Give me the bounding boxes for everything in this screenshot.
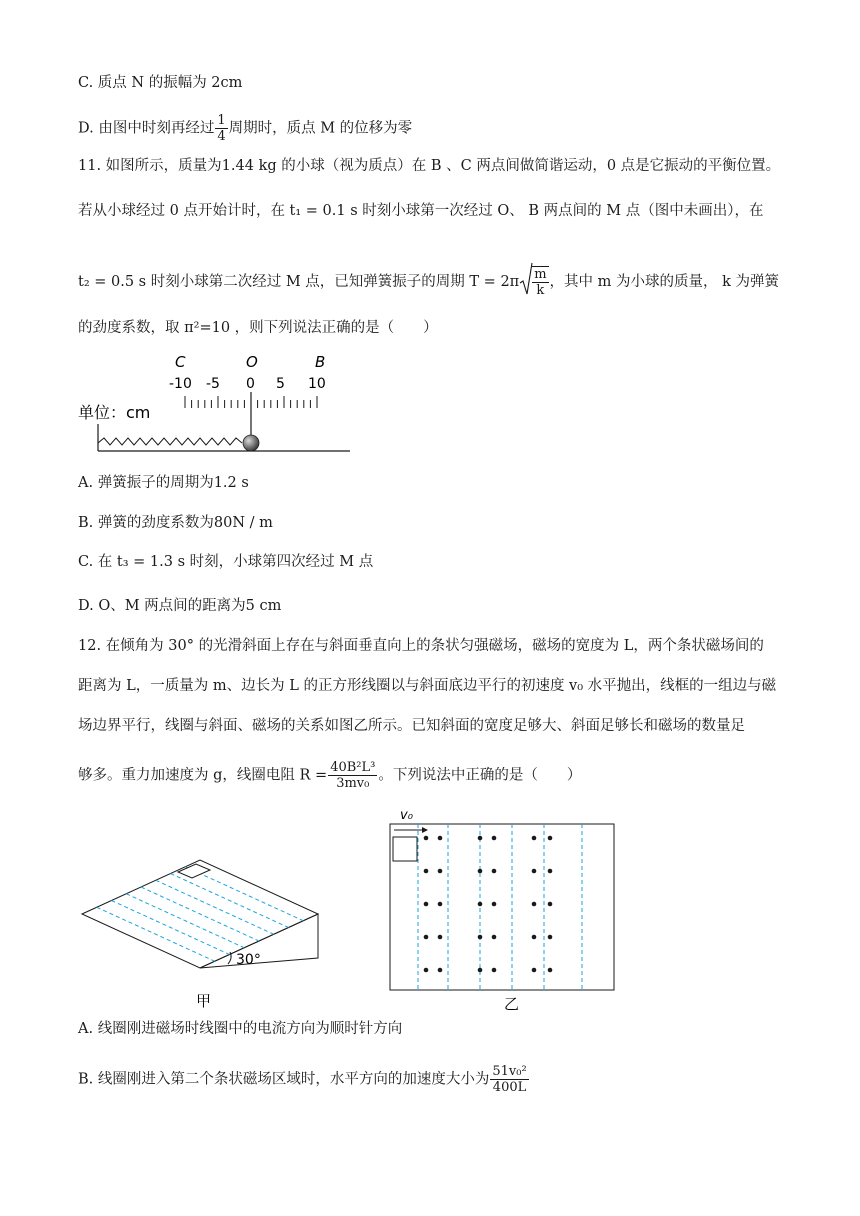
figure-jia-incline (78, 838, 328, 1013)
sqrt-symbol (519, 261, 533, 303)
field-dot (532, 968, 537, 973)
figure-yi-topview (388, 806, 618, 1011)
field-dot (532, 902, 537, 907)
option-d-prev-pre: D. 由图中时刻再经过 (78, 120, 215, 137)
acceleration-fraction (490, 1064, 528, 1095)
q11-option-c: C. 在 t₃ = 1.3 s 时刻，小球第四次经过 M 点 (78, 554, 374, 570)
field-dot (424, 869, 429, 874)
unit-label: 单位：cm (78, 403, 151, 422)
field-dot (492, 902, 497, 907)
q12-option-b-pre: B. 线圈刚进入第二个条状磁场区域时，水平方向的加速度大小为 (78, 1071, 490, 1088)
q12-line1: 12. 在倾角为 30° 的光滑斜面上存在与斜面垂直向上的条状匀强磁场，磁场的宽度为 L，两个条状磁场间的 (78, 638, 764, 654)
q11-line3-post: ，其中 m 为小球的质量， k 为弹簧 (549, 274, 780, 290)
q11-option-a: A. 弹簧振子的周期为1.2 s (78, 475, 249, 491)
field-dot (532, 935, 537, 940)
field-dot (492, 869, 497, 874)
q12-option-b (78, 1064, 530, 1095)
field-dot (548, 902, 553, 907)
velocity-label: v₀ (400, 808, 413, 823)
option-c-prev: C. 质点 N 的振幅为 2cm (78, 75, 243, 91)
q12-line2: 距离为 L，一质量为 m、边长为 L 的正方形线圈以与斜面底边平行的初速度 v₀ 水平抛出，线框的一组边与磁 (78, 678, 777, 694)
q11-line4: 的劲度系数，取 π²=10 ，则下列说法正确的是（ ） (78, 320, 438, 336)
field-dot (478, 902, 483, 907)
sqrt-num: m (534, 267, 547, 282)
q11-option-b: B. 弹簧的劲度系数为80N / m (78, 515, 273, 531)
option-d-prev-post: 周期时，质点 M 的位移为零 (228, 120, 413, 137)
caption-jia: 甲 (196, 992, 212, 1010)
q11-line3 (78, 261, 779, 303)
q12-line4-pre: 够多。重力加速度为 g，线圈电阻 R = (78, 767, 328, 784)
quarter-num: 1 (217, 113, 226, 128)
field-dot (492, 968, 497, 973)
tick-label-5: 5 (276, 376, 285, 392)
resistance-num: 40B²L³ (330, 760, 376, 775)
field-strip-boundaries (418, 824, 582, 990)
quarter-den: 4 (217, 129, 226, 144)
field-dot (424, 935, 429, 940)
label-O: O (246, 353, 258, 371)
field-dot (424, 968, 429, 973)
q11-option-d: D. O、M 两点间的距离为5 cm (78, 598, 282, 614)
field-dots (424, 836, 553, 973)
tick-label-10: 10 (308, 376, 326, 392)
field-dot (478, 836, 483, 841)
sqrt-fraction (532, 266, 548, 298)
velocity-arrowhead (422, 827, 428, 833)
acceleration-num: 51v₀² (492, 1064, 527, 1079)
quarter-fraction (215, 113, 227, 144)
field-dot (424, 902, 429, 907)
q12-line4-post: 。下列说法中正确的是（ ） (378, 767, 582, 784)
label-C: C (175, 353, 186, 371)
tick-label-neg5: -5 (206, 376, 220, 392)
field-dot (478, 935, 483, 940)
label-B: B (315, 353, 326, 371)
field-dot (478, 869, 483, 874)
field-dot (532, 869, 537, 874)
spring-oscillator-figure (78, 348, 358, 458)
field-dot (492, 935, 497, 940)
tick-label-neg10: -10 (169, 376, 192, 392)
square-coil (393, 837, 417, 861)
field-dot (532, 836, 537, 841)
q11-line3-pre: t₂ = 0.5 s 时刻小球第二次经过 M 点，已知弹簧振子的周期 T = 2π (78, 274, 520, 290)
angle-label: 30° (236, 952, 261, 968)
option-d-prev (78, 113, 412, 144)
spring (98, 438, 242, 445)
field-dot (424, 836, 429, 841)
sqrt-den: k (536, 283, 545, 298)
field-dot (548, 836, 553, 841)
field-dot (438, 869, 443, 874)
q12-option-a: A. 线圈刚进磁场时线圈中的电流方向为顺时针方向 (78, 1021, 403, 1037)
field-dot (438, 902, 443, 907)
q11-line1: 11. 如图所示，质量为1.44 kg 的小球（视为质点）在 B 、C 两点间做简谐运动，0 点是它振动的平衡位置。 (78, 158, 781, 174)
q11-line2: 若从小球经过 0 点开始计时，在 t₁ = 0.1 s 时刻小球第一次经过 O、 B 两点间的 M 点（图中未画出），在 (78, 203, 764, 219)
field-dot (548, 935, 553, 940)
caption-yi: 乙 (504, 995, 520, 1011)
field-dot (438, 968, 443, 973)
tick-label-0: 0 (246, 376, 255, 392)
q12-line4 (78, 760, 581, 791)
field-dot (548, 869, 553, 874)
field-dot (492, 836, 497, 841)
q12-line3: 场边界平行，线圈与斜面、磁场的关系如图乙所示。已知斜面的宽度足够大、斜面足够长和磁场的数量足 (78, 718, 745, 734)
ball (243, 435, 259, 451)
field-dot (478, 968, 483, 973)
field-dot (438, 836, 443, 841)
resistance-den: 3mv₀ (336, 776, 370, 791)
acceleration-den: 400L (492, 1080, 527, 1095)
field-dot (438, 935, 443, 940)
incline-outline (390, 824, 614, 990)
field-dot (548, 968, 553, 973)
resistance-fraction (328, 760, 377, 791)
